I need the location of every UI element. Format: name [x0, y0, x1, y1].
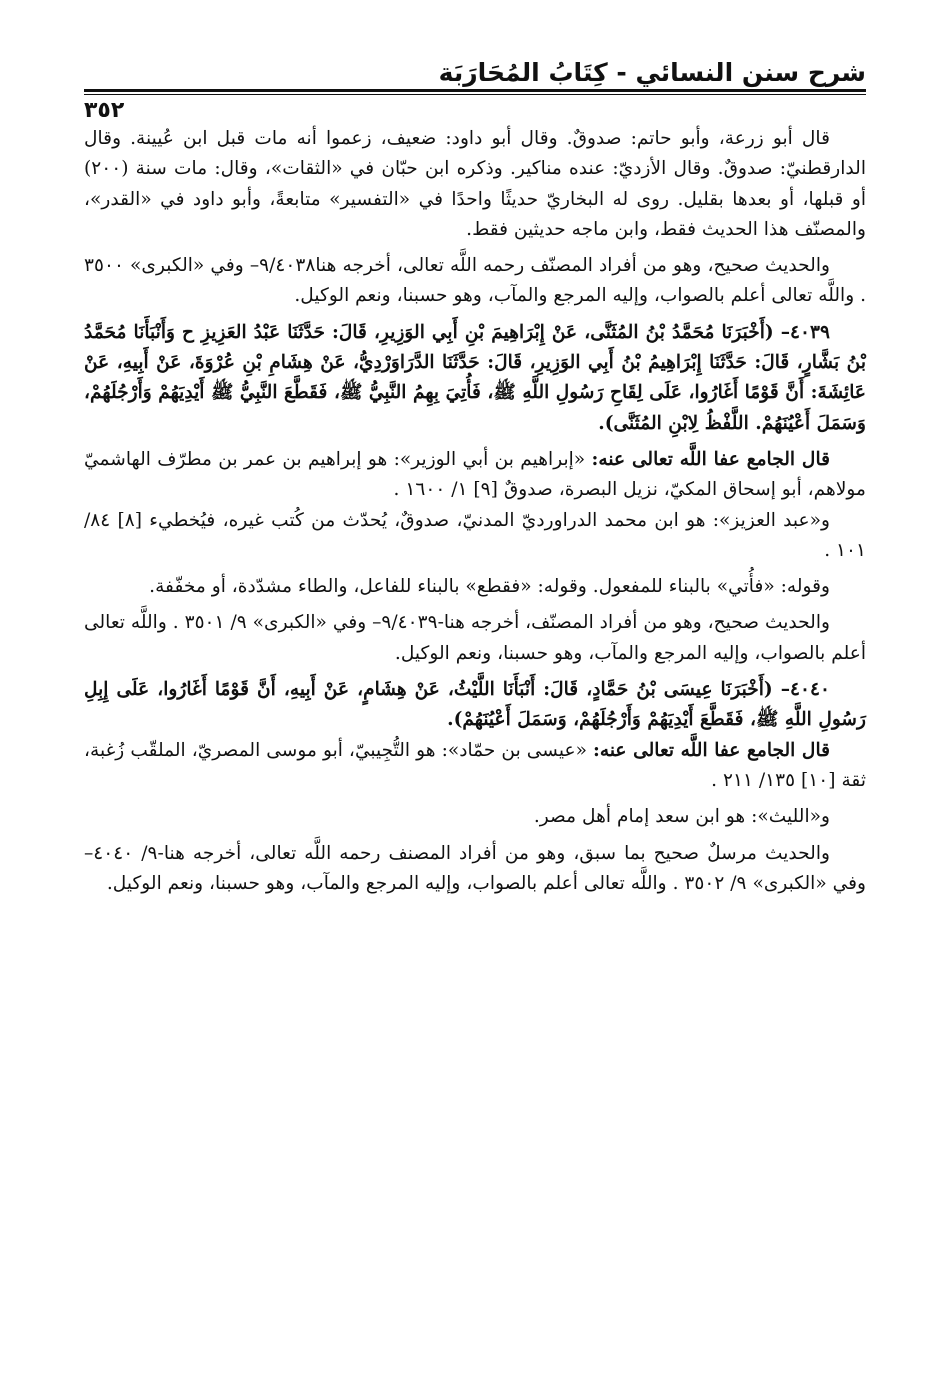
commentary-lead: قال الجامع عفا اللَّه تعالى عنه: — [591, 448, 830, 470]
hadith-text: ٤٠٣٩– (أَخْبَرَنَا مُحَمَّدُ بْنُ المُثَنَّى، عَنْ إِبْرَاهِيمَ بْنِ أَبِي الوَزِيرِ، قَالَ: حَدَّثَنَا عَبْدُ العَزِيزِ ح وَأَنْبَأَنَا مُحَمَّدُ بْنُ بَشَّارٍ، قَالَ: حَدَّثَنَا إِبْرَاهِيمُ بْنُ أَبِي الوَزِيرِ، قَالَ: حَدَّثَنَا الدَّرَاوَرْدِيُّ، عَنْ هِشَامِ بْنِ عُرْوَةَ، عَنْ أَبِيهِ، عَنْ عَائِشَةَ: أَنَّ قَوْمًا أَغَارُوا، عَلَى لِقَاحِ رَسُولِ اللَّهِ ﷺ، فَأُتِيَ بِهِمُ النَّبِيُّ ﷺ، فَقَطَّعَ النَّبِيُّ ﷺ أَيْدِيَهُمْ وَأَرْجُلَهُمْ، وَسَمَلَ أَعْيُنَهُمْ. اللَّفْظُ لِابْنِ المُثَنَّى). — [84, 321, 866, 434]
paragraph-commentary — [84, 445, 866, 506]
paragraph-grammar-note — [84, 572, 866, 602]
paragraph-hadith-takhrij — [84, 839, 866, 900]
paragraph-text: والحديث صحيح، وهو من أفراد المصنّف رحمه اللَّه تعالى، أخرجه هنا٩/٤٠٣٨– وفي «الكبرى» ٣٥٠٠ . واللَّه تعالى أعلم بالصواب، وإليه المرجع والمآب، وهو حسبنا، ونعم الوكيل. — [84, 255, 866, 307]
running-title: شرح سنن النسائي - كِتَابُ المُحَارَبَة — [438, 58, 866, 87]
paragraph-hadith-takhrij — [84, 608, 866, 669]
paragraph-text: قال أبو زرعة، وأبو حاتم: صدوقٌ. وقال أبو داود: ضعيف، زعموا أنه مات قبل ابن عُيينة. وقال الدارقطنيّ: صدوقٌ. وقال الأزديّ: عنده مناكير. وذكره ابن حبّان في «الثقات»، وقال: مات سنة (٢٠٠) أو قبلها، أو بعدها بقليل. روى له البخاريّ حديثًا واحدًا في «التفسير» متابعةً، وأبو داود في «القدر»، والمصنّف هذا الحديث فقط، وابن ماجه حديثين فقط. — [84, 128, 866, 240]
paragraph-narrator-grading — [84, 124, 866, 245]
page-number: ٣٥٢ — [84, 98, 134, 123]
paragraph-commentary — [84, 736, 866, 797]
paragraph-narrator-note — [84, 802, 866, 832]
hadith-4040 — [84, 675, 866, 736]
header-rule-thin — [84, 94, 866, 95]
paragraph-hadith-takhrij — [84, 251, 866, 312]
paragraph-text: والحديث صحيح، وهو من أفراد المصنّف، أخرجه هنا-٩/٤٠٣٩– وفي «الكبرى» ٩/ ٣٥٠١ . واللَّه تعالى أعلم بالصواب، وإليه المرجع والمآب، وهو حسبنا، ونعم الوكيل. — [84, 612, 866, 664]
page-header — [84, 58, 866, 123]
paragraph-text: وقوله: «فأُتي» بالبناء للمفعول. وقوله: «فقطع» بالبناء للفاعل، والطاء مشدّدة، أو مخفّفة. — [149, 576, 830, 598]
paragraph-text: و«عبد العزيز»: هو ابن محمد الدراورديّ المدنيّ، صدوقٌ، يُحدّث من كُتب غيره، فيُخطيء [٨] ٨٤/ ١٠١ . — [84, 509, 866, 561]
page-body — [84, 124, 866, 899]
header-rule — [84, 89, 866, 92]
hadith-4039 — [84, 318, 866, 439]
paragraph-text: «إبراهيم بن أبي الوزير»: هو إبراهيم بن عمر بن مطرّف الهاشميّ مولاهم، أبو إسحاق المكيّ، نزيل البصرة، صدوقٌ [٩] ١/ ١٦٠٠ . — [84, 448, 866, 501]
hadith-text: ٤٠٤٠– (أَخْبَرَنَا عِيسَى بْنُ حَمَّادٍ، قَالَ: أَنْبَأَنَا اللَّيْثُ، عَنْ هِشَامٍ، عَنْ أَبِيهِ، أَنَّ قَوْمًا أَغَارُوا، عَلَى إِبِلِ رَسُولِ اللَّهِ ﷺ، فَقَطَّعَ أَيْدِيَهُمْ وَأَرْجُلَهُمْ، وَسَمَلَ أَعْيُنَهُمْ). — [84, 679, 866, 731]
commentary-lead: قال الجامع عفا اللَّه تعالى عنه: — [592, 739, 830, 761]
paragraph-text: «عيسى بن حمّاد»: هو التُّجِيبيّ، أبو موسى المصريّ، الملقّب زُغبة، ثقة [١٠] ١٣٥/ ٢١١ . — [84, 739, 866, 791]
paragraph-text: والحديث مرسلٌ صحيح بما سبق، وهو من أفراد المصنف رحمه اللَّه تعالى، أخرجه هنا-٩/ ٤٠٤٠– وفي «الكبرى» ٩/ ٣٥٠٢ . واللَّه تعالى أعلم بالصواب، وإليه المرجع والمآب، وهو حسبنا، ونعم الوكيل. — [84, 842, 866, 894]
paragraph-text: و«الليث»: هو ابن سعد إمام أهل مصر. — [533, 806, 830, 828]
paragraph-narrator-note — [84, 506, 866, 567]
